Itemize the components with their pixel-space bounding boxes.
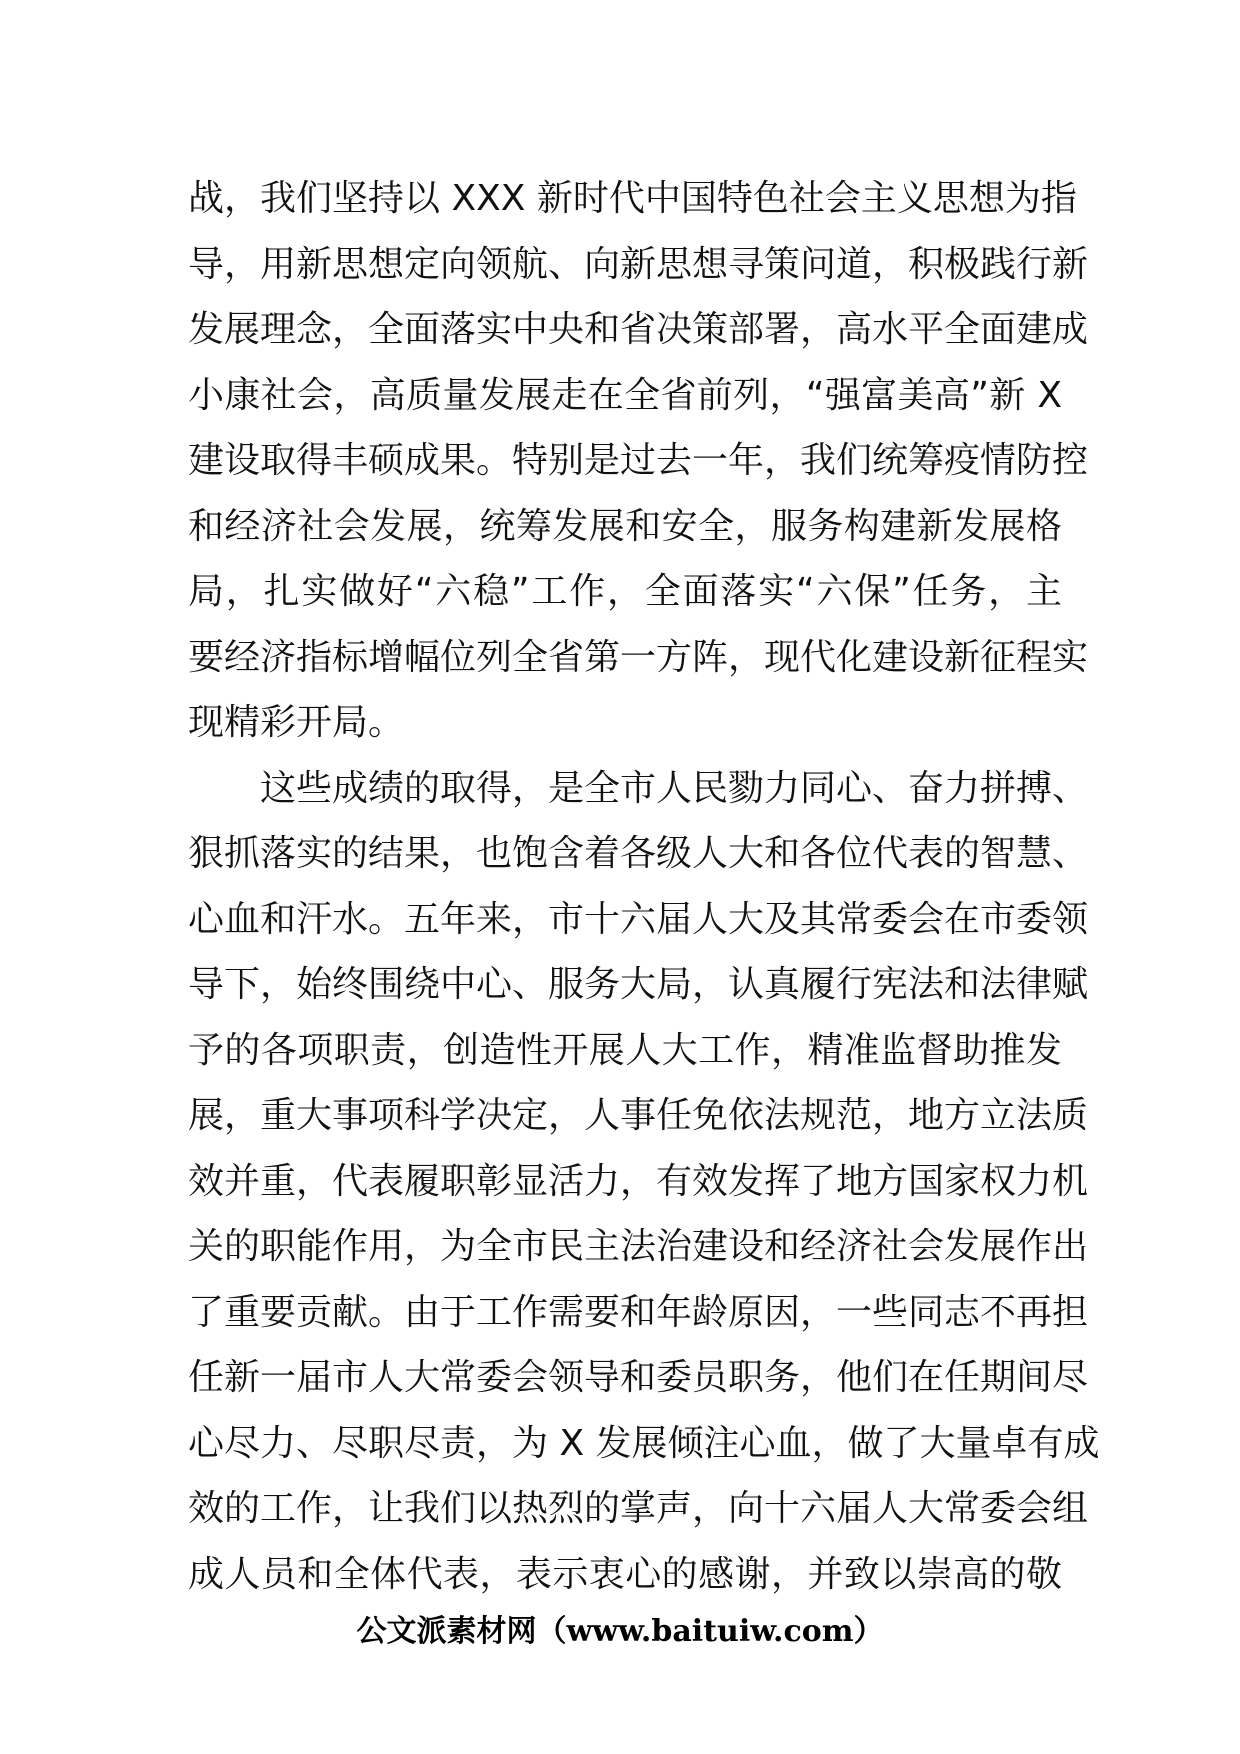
text-line: 任新一届市人大常委会领导和委员职务，他们在任期间尽 [188,1357,1089,1398]
text-line: 这些成绩的取得，是全市人民勠力同心、奋力拼搏、 [260,767,1089,809]
text-line: 展，重大事项科学决定，人事任免依法规范，地方立法质 [188,1095,1089,1136]
text-line: 局，扎实做好“六稳”工作，全面落实“六保”任务，主 [188,571,1062,612]
text-line: 心血和汗水。五年来，市十六届人大及其常委会在市委领 [188,898,1089,940]
text-line: 关的职能作用，为全市民主法治建设和经济社会发展作出 [188,1226,1089,1267]
text-line: 狠抓落实的结果，也饱含着各级人大和各位代表的智慧、 [188,833,1089,874]
text-line: 发展理念，全面落实中央和省决策部署，高水平全面建成 [188,309,1089,350]
text-line: 和经济社会发展，统筹发展和安全，服务构建新发展格 [188,505,1062,547]
text-line: 导，用新思想定向领航、向新思想寻策问道，积极践行新 [188,243,1089,285]
paragraph-2 [188,756,1100,1608]
text-line: 战，我们坚持以 XXX 新时代中国特色社会主义思想为指 [188,178,1077,219]
text-line: 现精彩开局。 [188,702,405,743]
text-line: 成人员和全体代表，表示衷心的感谢，并致以崇高的敬 [188,1553,1062,1595]
text-line: 了重要贡献。由于工作需要和年龄原因，一些同志不再担 [188,1291,1089,1333]
text-line: 导下，始终围绕中心、服务大局，认真履行宪法和法律赋 [188,964,1089,1005]
text-line: 效的工作，让我们以热烈的掌声，向十六届人大常委会组 [188,1488,1089,1529]
text-line: 效并重，代表履职彰显活力，有效发挥了地方国家权力机 [188,1160,1089,1202]
text-line: 建设取得丰硕成果。特别是过去一年，我们统筹疫情防控 [188,440,1089,481]
footer-watermark: 公文派素材网（www.baituiw.com） [356,1614,884,1649]
paragraph-1 [188,166,1089,756]
text-line: 要经济指标增幅位列全省第一方阵，现代化建设新征程实 [188,636,1089,678]
text-line: 予的各项职责，创造性开展人大工作，精准监督助推发 [188,1029,1062,1071]
text-line: 心尽力、尽职尽责，为 X 发展倾注心血，做了大量卓有成 [188,1422,1100,1464]
document-body [188,166,1100,1607]
text-line: 小康社会，高质量发展走在全省前列，“强富美高”新 X [188,374,1062,416]
